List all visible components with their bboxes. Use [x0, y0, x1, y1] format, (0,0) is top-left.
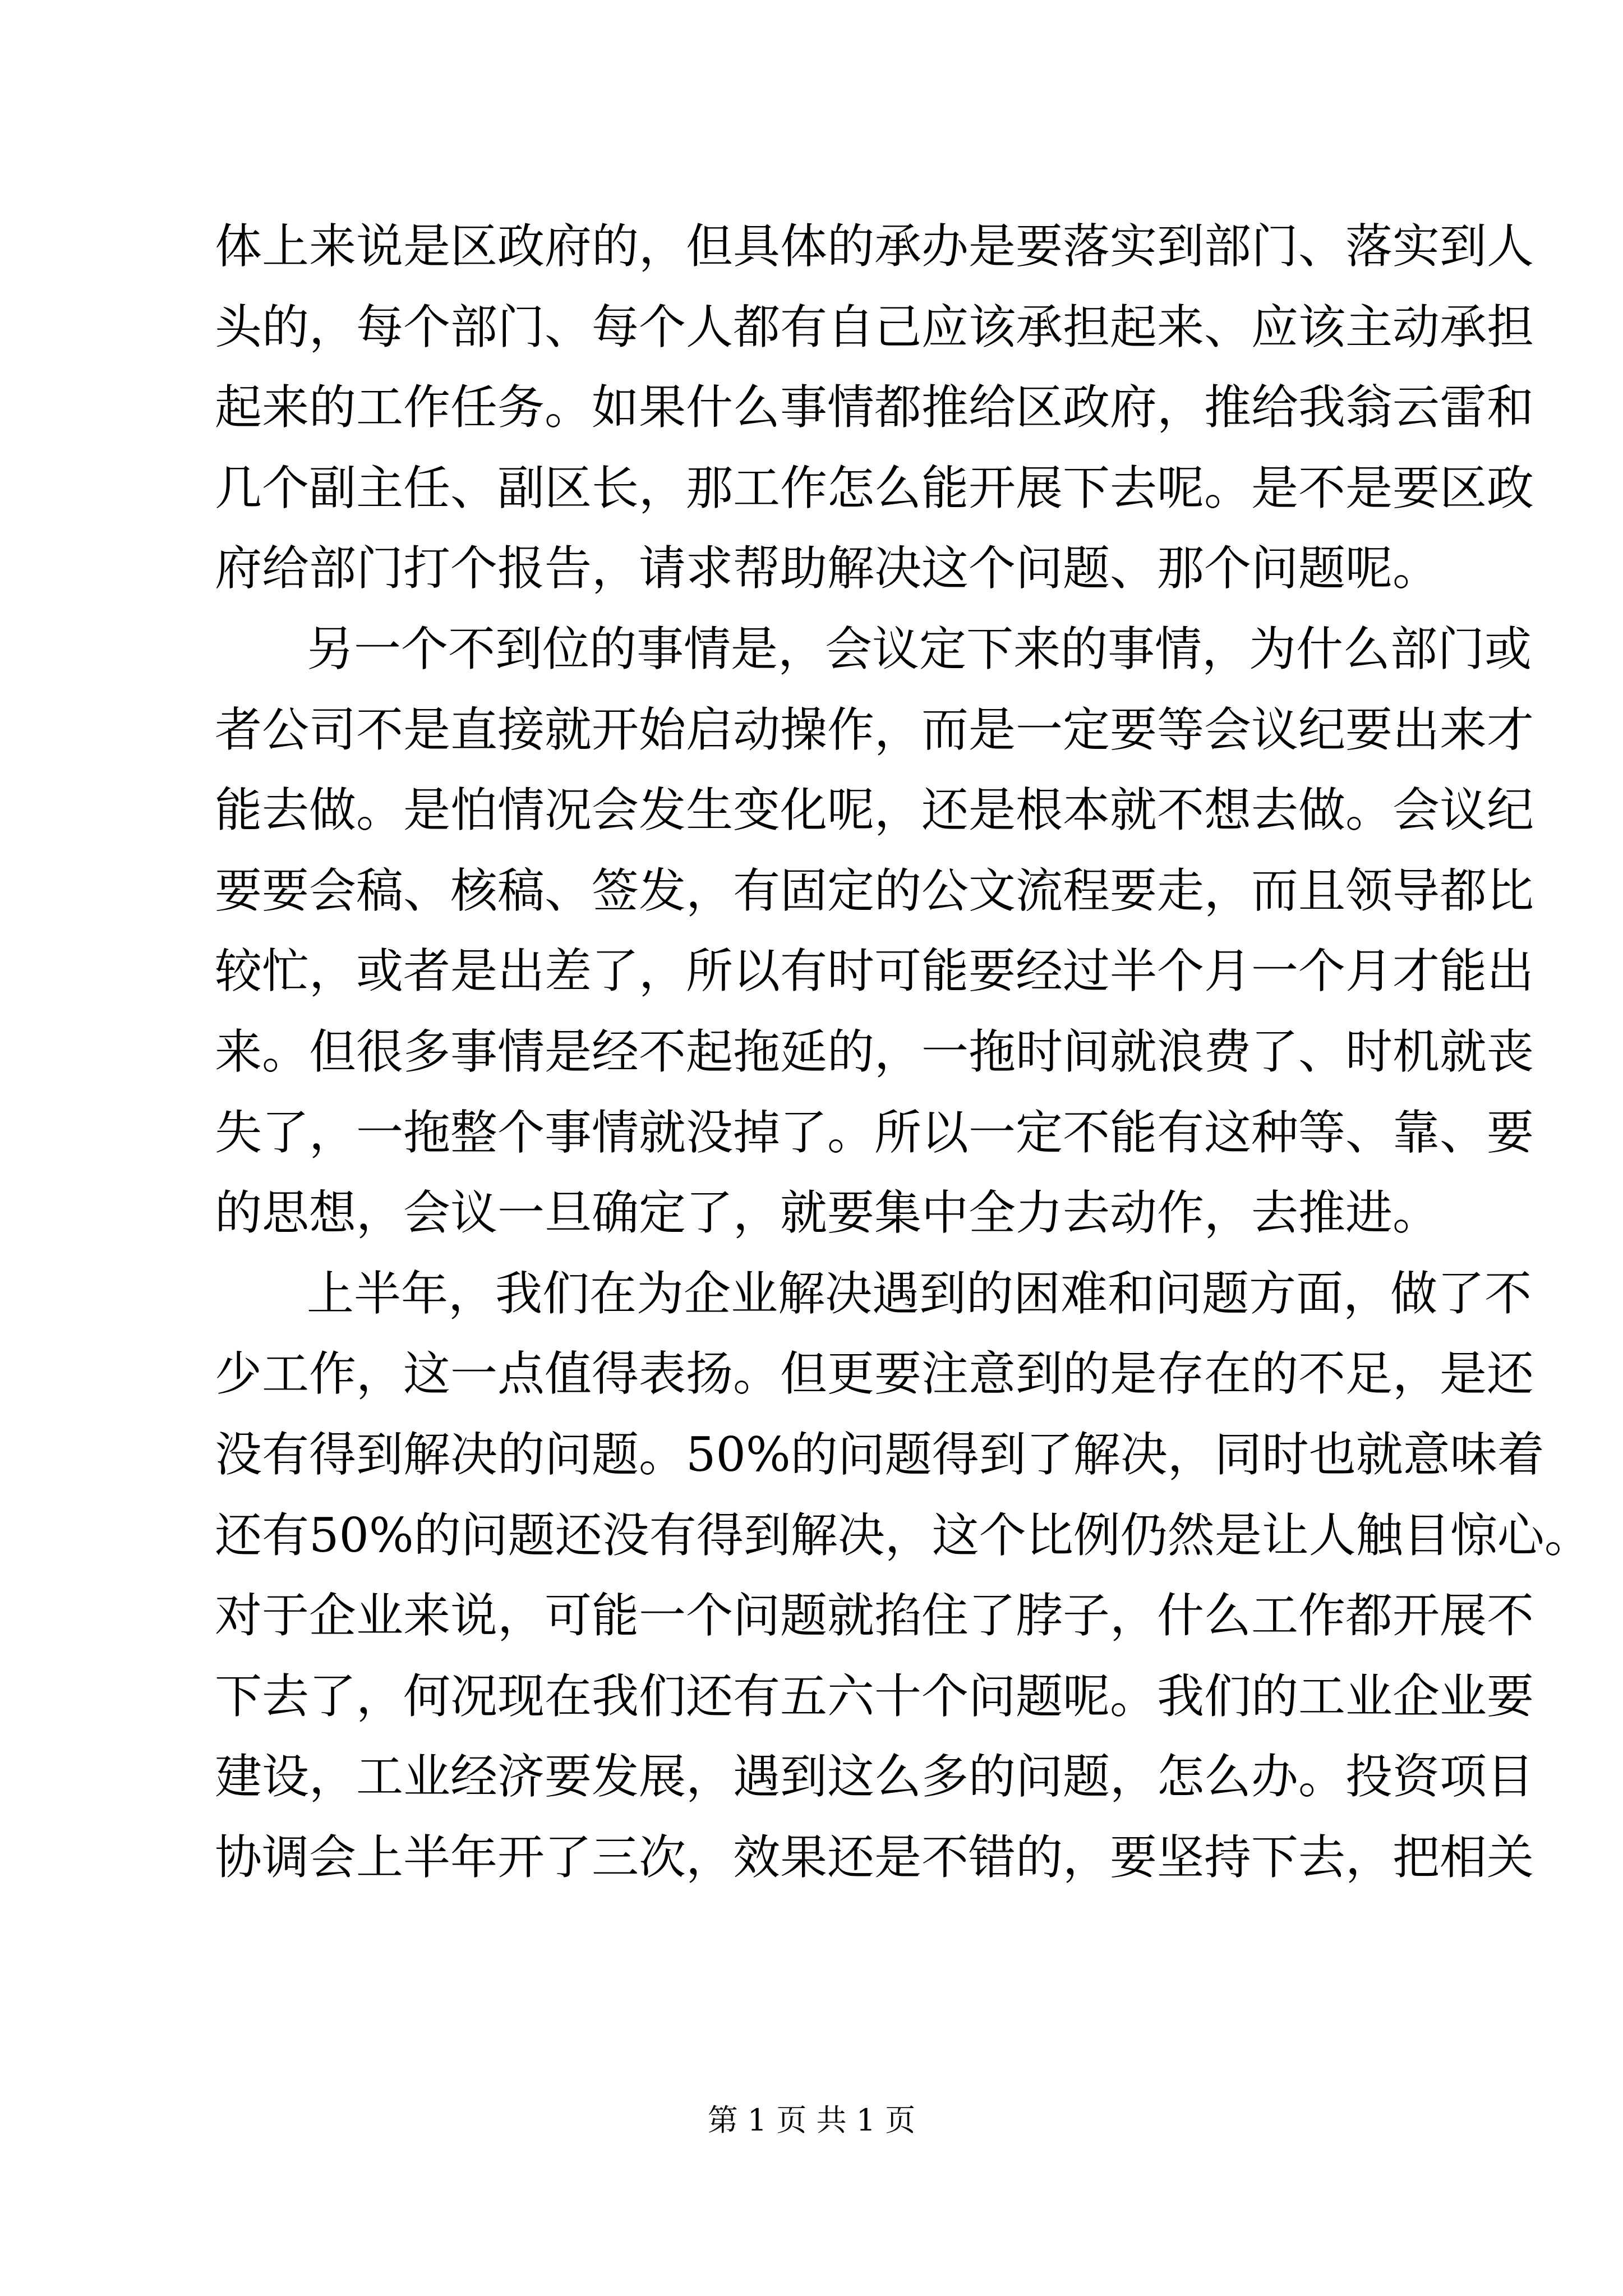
paragraph-first-line: 上半年，我们在为企业解决遇到的困难和问题方面，做了不: [307, 1266, 1532, 1321]
text-line: 能去做。是怕情况会发生变化呢，还是根本就不想去做。会议纪: [215, 783, 1534, 838]
text-line: 失了，一拖整个事情就没掉了。所以一定不能有这种等、靠、要: [215, 1105, 1534, 1160]
page-footer: 第 1 页 共 1 页: [707, 2102, 916, 2138]
text-line: 者公司不是直接就开始启动操作，而是一定要等会议纪要出来才: [215, 702, 1534, 757]
text-line: 没有得到解决的问题。50%的问题得到了解决，同时也就意味着: [215, 1427, 1544, 1482]
text-line: 府给部门打个报告，请求帮助解决这个问题、那个问题呢。: [215, 541, 1440, 596]
text-line: 要要会稿、核稿、签发，有固定的公文流程要走，而且领导都比: [215, 863, 1534, 918]
text-line: 较忙，或者是出差了，所以有时可能要经过半个月一个月才能出: [215, 944, 1534, 999]
text-line: 起来的工作任务。如果什么事情都推给区政府，推给我翁云雷和: [215, 380, 1534, 435]
text-line: 来。但很多事情是经不起拖延的，一拖时间就浪费了、时机就丧: [215, 1024, 1534, 1079]
text-line: 还有50%的问题还没有得到解决，这个比例仍然是让人触目惊心。: [215, 1507, 1592, 1563]
document-body: [215, 206, 1592, 1898]
text-line: 对于企业来说，可能一个问题就掐住了脖子，什么工作都开展不: [215, 1588, 1534, 1644]
text-line: 的思想，会议一旦确定了，就要集中全力去动作，去推进。: [215, 1185, 1440, 1241]
paragraph-first-line: 另一个不到位的事情是，会议定下来的事情，为什么部门或: [307, 621, 1532, 677]
text-line: 下去了，何况现在我们还有五六十个问题呢。我们的工业企业要: [215, 1668, 1534, 1724]
text-line: 头的，每个部门、每个人都有自己应该承担起来、应该主动承担: [215, 299, 1534, 355]
text-line: 几个副主任、副区长，那工作怎么能开展下去呢。是不是要区政: [215, 460, 1534, 516]
text-line: 协调会上半年开了三次，效果还是不错的，要坚持下去，把相关: [215, 1829, 1534, 1885]
text-line: 少工作，这一点值得表扬。但更要注意到的是存在的不足，是还: [215, 1346, 1534, 1402]
text-line: 建设，工业经济要发展，遇到这么多的问题，怎么办。投资项目: [215, 1749, 1534, 1805]
text-line: 体上来说是区政府的，但具体的承办是要落实到部门、落实到人: [215, 219, 1534, 274]
